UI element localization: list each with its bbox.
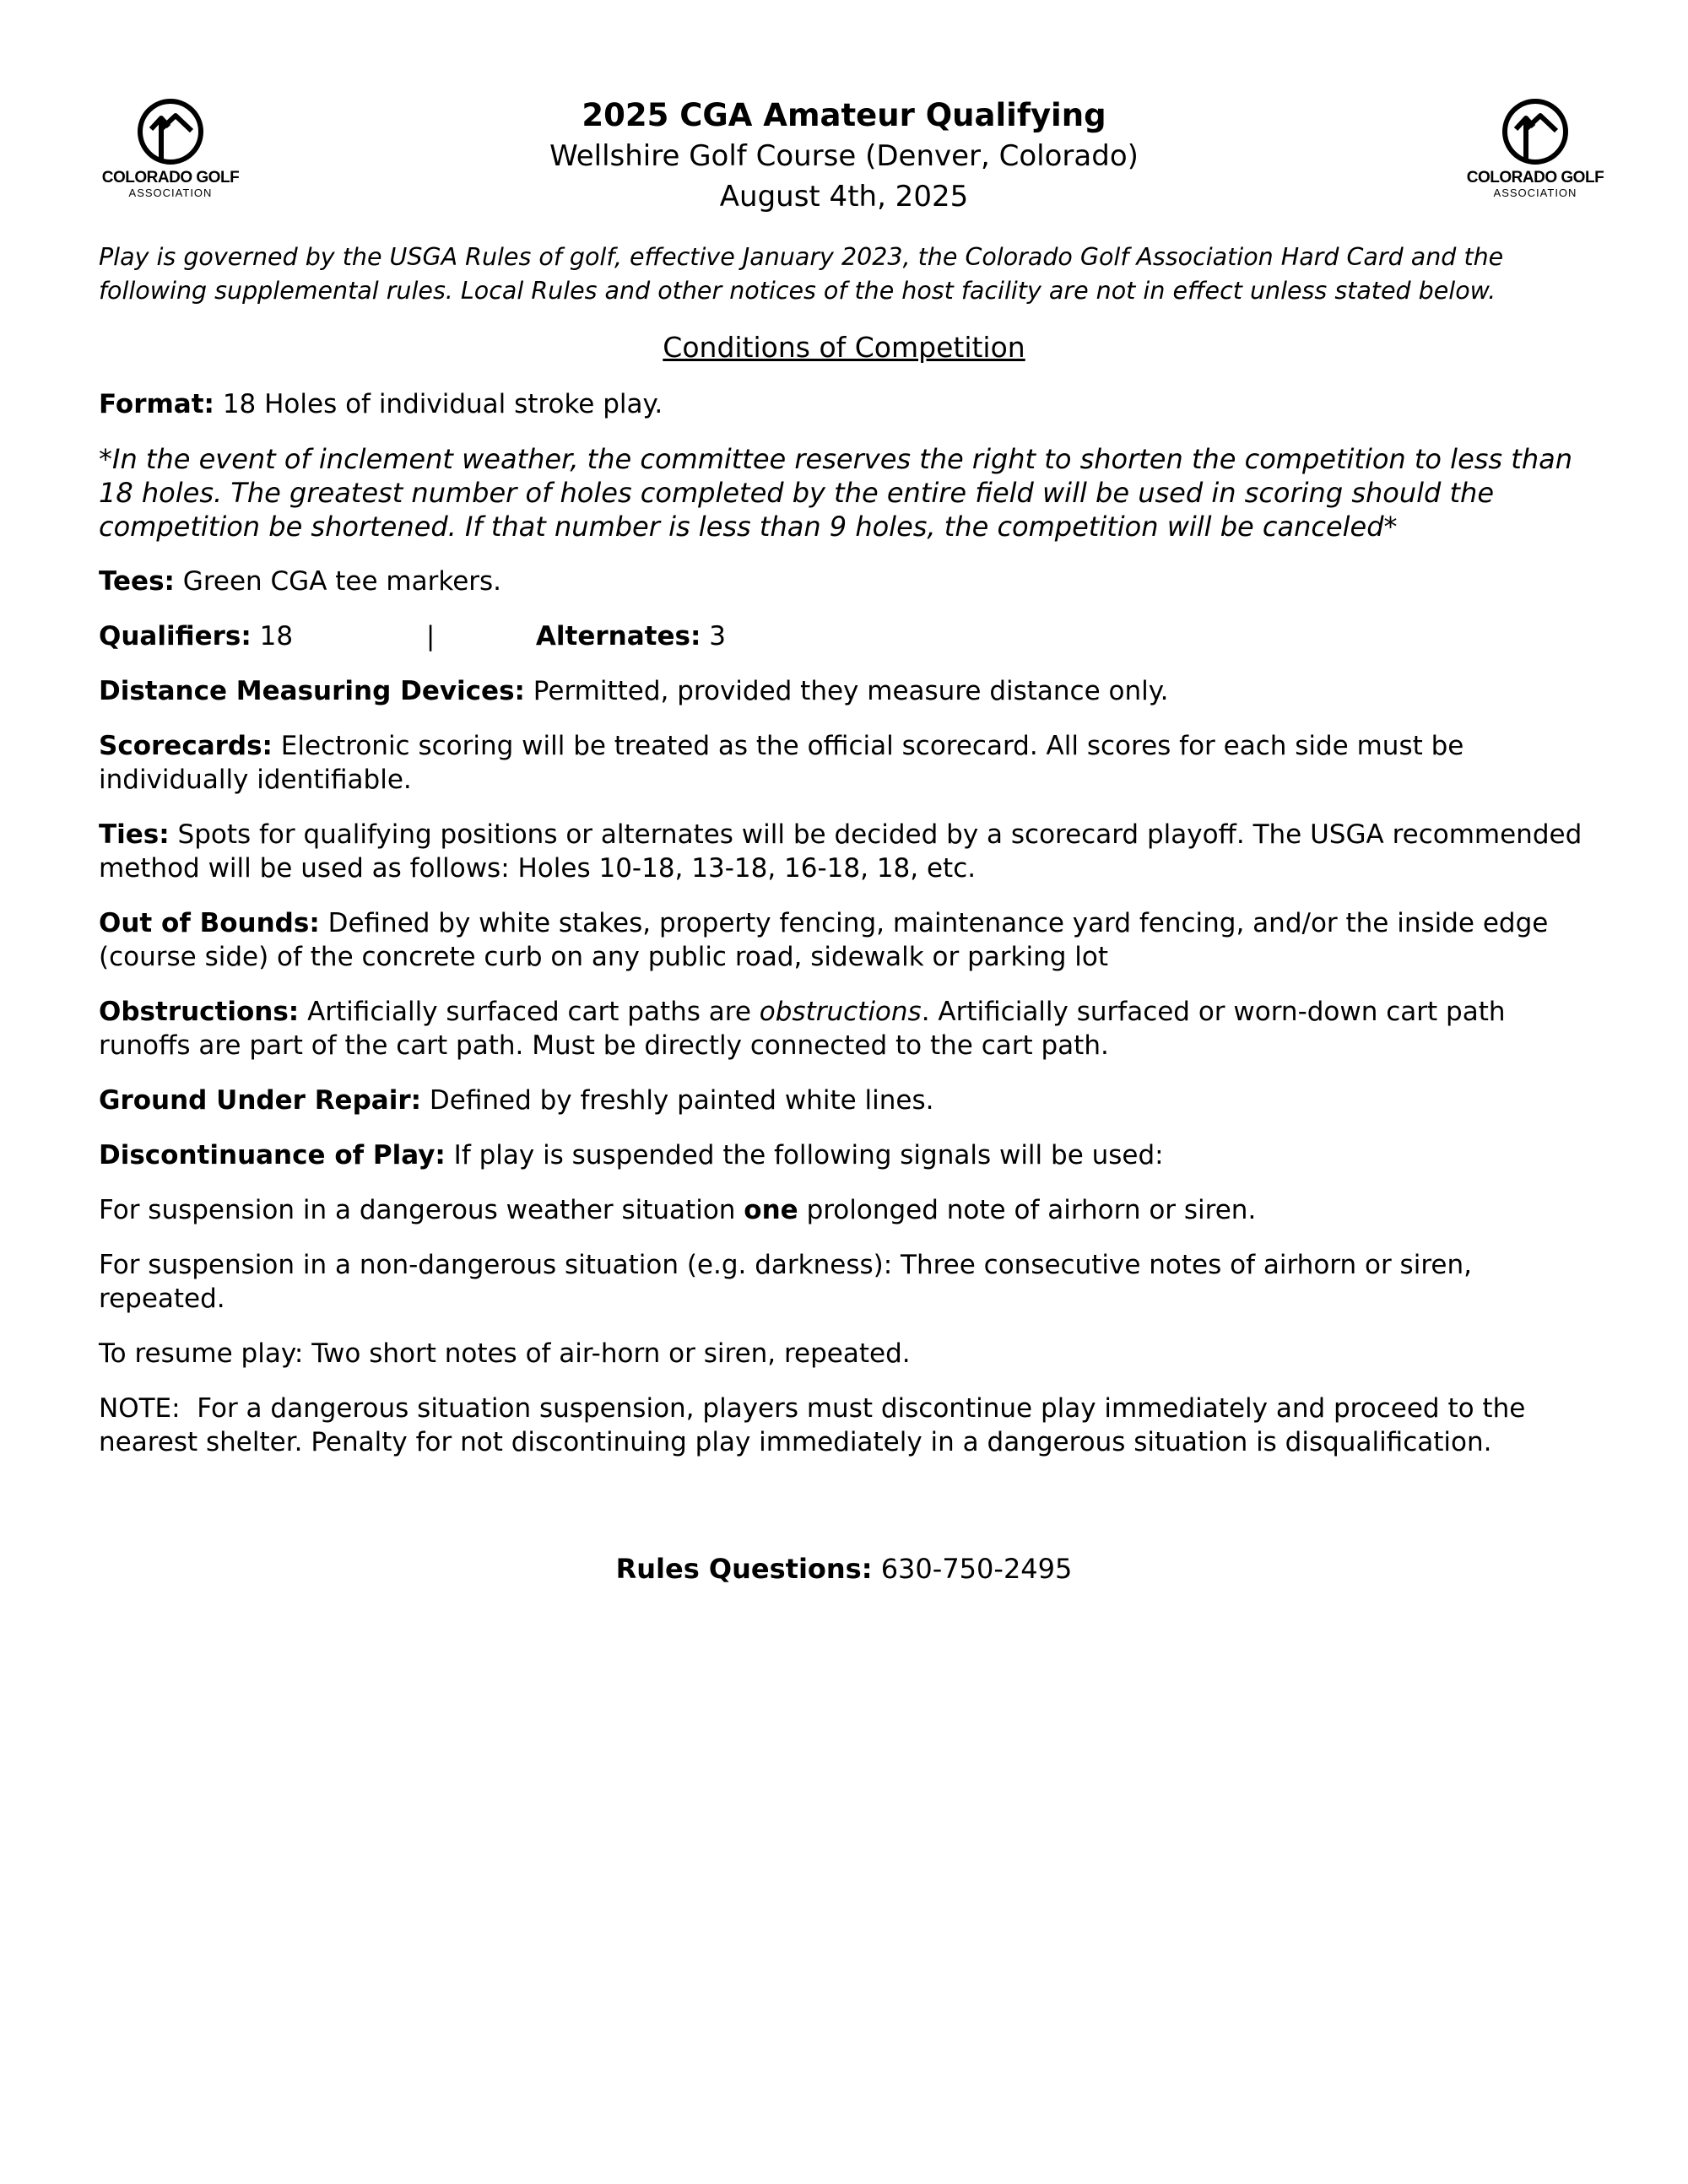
logo-text-line1: COLORADO GOLF bbox=[101, 169, 240, 187]
rules-questions bbox=[99, 1552, 1589, 1586]
out-of-bounds-label: Out of Bounds: bbox=[99, 908, 320, 938]
distance-rule bbox=[99, 674, 1589, 708]
qualifiers-label: Qualifiers: bbox=[99, 621, 252, 651]
conditions-heading: Conditions of Competition bbox=[663, 331, 1025, 364]
format-text: 18 Holes of individual stroke play. bbox=[222, 389, 663, 419]
gur-label: Ground Under Repair: bbox=[99, 1085, 422, 1116]
ties-text: Spots for qualifying positions or alternates will be decided by a scorecard playoff. The USGA recommended method will be used as follows: Holes 10-18, 13-18, 16-18, 18, etc. bbox=[99, 819, 1582, 884]
rules-questions-label: Rules Questions: bbox=[615, 1553, 873, 1585]
out-of-bounds-rule bbox=[99, 906, 1589, 974]
discontinuance-rule bbox=[99, 1138, 1589, 1172]
cga-logo-right bbox=[1463, 97, 1607, 200]
discontinuance-text: If play is suspended the following signals will be used: bbox=[453, 1140, 1164, 1170]
rules-questions-phone: 630-750-2495 bbox=[880, 1553, 1073, 1585]
distance-label: Distance Measuring Devices: bbox=[99, 676, 525, 706]
event-date: August 4th, 2025 bbox=[719, 180, 969, 214]
dangerous-text-before: For suspension in a dangerous weather situation bbox=[99, 1195, 736, 1225]
alternates-value: 3 bbox=[709, 621, 726, 651]
logo-text-line2: ASSOCIATION bbox=[1493, 187, 1577, 199]
qualifiers-value: 18 bbox=[259, 621, 294, 651]
obstructions-emphasis: obstructions bbox=[759, 997, 922, 1027]
venue: Wellshire Golf Course (Denver, Colorado) bbox=[549, 139, 1139, 173]
document-page bbox=[99, 93, 1604, 1586]
qualifiers-rule bbox=[99, 619, 1589, 653]
obstructions-text-after: . Artificially surfaced or worn-down cart path runoffs are part of the cart path. Must be directly connected to the cart path. bbox=[99, 997, 1506, 1061]
logo-text-line1: COLORADO GOLF bbox=[1466, 169, 1604, 187]
distance-text: Permitted, provided they measure distance only. bbox=[533, 676, 1169, 706]
tees-text: Green CGA tee markers. bbox=[182, 566, 502, 597]
weather-note: *In the event of inclement weather, the committee reserves the right to shorten the competition to less than 18 holes. The greatest number of holes completed by the entire field will be used in scoring should the competition be shortened. If that number is less than 9 holes, the competition will be canceled* bbox=[99, 443, 1572, 543]
ties-rule bbox=[99, 818, 1589, 885]
tees-label: Tees: bbox=[99, 566, 175, 597]
ties-label: Ties: bbox=[99, 819, 170, 850]
discontinuance-label: Discontinuance of Play: bbox=[99, 1140, 446, 1170]
dangerous-bold: one bbox=[744, 1195, 798, 1225]
logo-text-line2: ASSOCIATION bbox=[128, 187, 213, 199]
dangerous-text-after: prolonged note of airhorn or siren. bbox=[806, 1195, 1257, 1225]
intro-paragraph: Play is governed by the USGA Rules of golf, effective January 2023, the Colorado Golf Association Hard Card and the following supplemental rules. Local Rules and other notices of the host facility are not in effect unless stated below. bbox=[99, 243, 1504, 305]
gur-text: Defined by freshly painted white lines. bbox=[429, 1085, 934, 1116]
resume-signal: To resume play: Two short notes of air-horn or siren, repeated. bbox=[99, 1338, 911, 1369]
colorado-golf-mountain-icon bbox=[1501, 97, 1570, 166]
out-of-bounds-text: Defined by white stakes, property fencing, maintenance yard fencing, and/or the inside edge (course side) of the concrete curb on any public road, sidewalk or parking lot bbox=[99, 908, 1549, 972]
dangerous-signal bbox=[99, 1193, 1589, 1227]
scorecards-label: Scorecards: bbox=[99, 731, 273, 761]
alternates-label: Alternates: bbox=[535, 621, 701, 651]
gur-rule bbox=[99, 1084, 1589, 1117]
obstructions-label: Obstructions: bbox=[99, 997, 300, 1027]
tees-rule bbox=[99, 565, 1589, 598]
format-rule bbox=[99, 387, 1589, 421]
obstructions-text-before: Artificially surfaced cart paths are bbox=[307, 997, 751, 1027]
obstructions-rule bbox=[99, 995, 1589, 1062]
format-label: Format: bbox=[99, 389, 214, 419]
note-paragraph: NOTE: For a dangerous situation suspension, players must discontinue play immediately and proceed to the nearest shelter. Penalty for not discontinuing play immediately in a dangerous situation is disqualification. bbox=[99, 1393, 1534, 1457]
non-dangerous-signal: For suspension in a non-dangerous situation (e.g. darkness): Three consecutive notes of airhorn or siren, repeated. bbox=[99, 1250, 1472, 1314]
page-title: 2025 CGA Amateur Qualifying bbox=[582, 97, 1106, 133]
document-header bbox=[99, 93, 1604, 241]
title-block bbox=[99, 95, 1589, 217]
qualifiers-separator: | bbox=[425, 621, 436, 651]
scorecards-rule bbox=[99, 729, 1589, 797]
scorecards-text: Electronic scoring will be treated as the official scorecard. All scores for each side must be individually identifiable. bbox=[99, 731, 1464, 795]
